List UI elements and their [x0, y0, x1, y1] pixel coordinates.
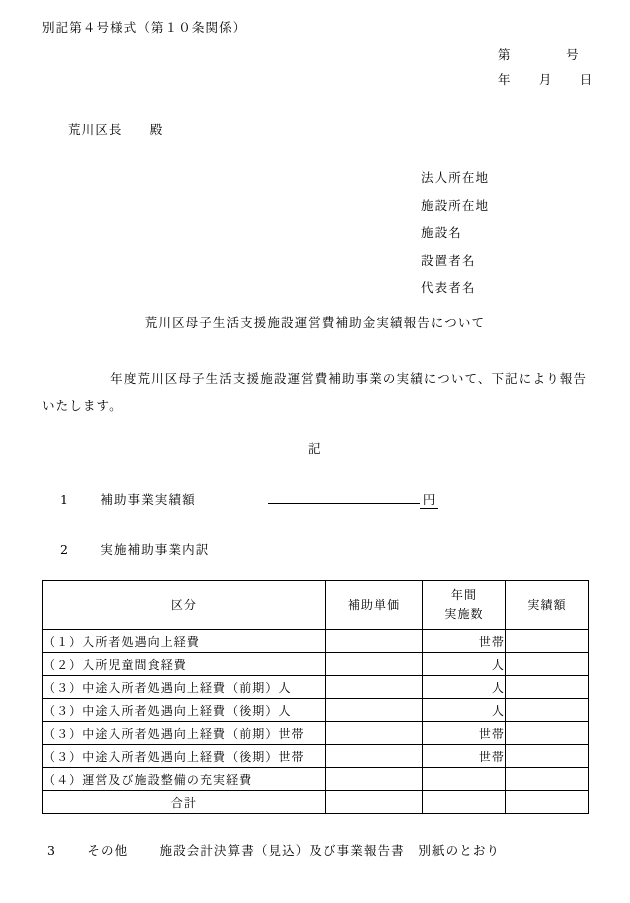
row-3-annual-count[interactable]: 人 — [423, 676, 506, 699]
row-7-category: （４）運営及び施設整備の充実経費 — [43, 768, 326, 791]
table-row — [43, 722, 589, 745]
row-total-label: 合計 — [43, 791, 326, 814]
item-3-number: 3 — [47, 843, 57, 858]
row-1-annual-count[interactable]: 世帯 — [423, 630, 506, 653]
header-annual-count-line1: 年間 — [450, 588, 478, 602]
row-7-result-amount[interactable] — [506, 768, 589, 791]
applicant-block — [421, 168, 489, 306]
item-3 — [47, 841, 500, 859]
body-paragraph: 年度荒川区母子生活支援施設運営費補助事業の実績について、下記により報告いたします。 — [42, 371, 587, 413]
item-1 — [60, 490, 438, 509]
row-1-unit-price[interactable] — [326, 630, 423, 653]
row-6-unit-price[interactable] — [326, 745, 423, 768]
row-3-unit-price[interactable] — [326, 676, 423, 699]
item-1-label — [73, 492, 100, 507]
breakdown-table — [42, 580, 589, 814]
row-4-annual-count[interactable]: 人 — [423, 699, 506, 722]
item-3-label: その他 — [87, 843, 129, 858]
applicant-facility-address: 施設所在地 — [421, 197, 490, 213]
applicant-founder-name: 設置者名 — [421, 252, 476, 268]
row-1-result-amount[interactable] — [506, 630, 589, 653]
document-number: 第 号 — [498, 47, 580, 62]
item-2-label: 実施補助事業内訳 — [100, 542, 210, 557]
table-row — [43, 699, 589, 722]
row-5-annual-count[interactable]: 世帯 — [423, 722, 506, 745]
row-total-result-amount[interactable] — [506, 791, 589, 814]
table-header-row — [43, 581, 589, 630]
row-3-result-amount[interactable] — [506, 676, 589, 699]
row-5-unit-price[interactable] — [326, 722, 423, 745]
table-total-row — [43, 791, 589, 814]
row-2-unit-price[interactable] — [326, 653, 423, 676]
header-annual-count-line2: 実施数 — [444, 607, 484, 621]
row-2-result-amount[interactable] — [506, 653, 589, 676]
item-2 — [60, 540, 209, 558]
form-code: 別記第４号様式（第１０条関係） — [42, 20, 247, 35]
row-2-category: （２）入所児童間食経費 — [43, 653, 326, 676]
row-6-annual-count[interactable]: 世帯 — [423, 745, 506, 768]
header-unit-price: 補助単価 — [326, 581, 423, 630]
row-3-category: （３）中途入所者処遇向上経費（前期）人 — [43, 676, 326, 699]
applicant-representative-name: 代表者名 — [421, 280, 476, 295]
header-kubun: 区分 — [43, 581, 326, 630]
item-1-number: 1 — [60, 492, 70, 507]
ki-mark: 記 — [308, 441, 322, 456]
item-3-detail: 施設会計決算書（見込）及び事業報告書 別紙のとおり — [159, 843, 501, 858]
row-total-annual-count[interactable] — [423, 791, 506, 814]
row-6-result-amount[interactable] — [506, 745, 589, 768]
document-date: 年 月 日 — [498, 72, 594, 87]
row-6-category: （３）中途入所者処遇向上経費（後期）世帯 — [43, 745, 326, 768]
row-5-category: （３）中途入所者処遇向上経費（前期）世帯 — [43, 722, 326, 745]
applicant-facility-name: 施設名 — [421, 225, 462, 240]
document-title: 荒川区母子生活支援施設運営費補助金実績報告について — [144, 315, 486, 330]
table-row — [43, 630, 589, 653]
applicant-corporate-address: 法人所在地 — [421, 170, 490, 185]
addressee: 荒川区長 殿 — [68, 122, 164, 137]
item-1-label-text: 補助事業実績額 — [100, 492, 196, 507]
row-total-unit-price[interactable] — [326, 791, 423, 814]
row-7-annual-count[interactable] — [423, 768, 506, 791]
table-row — [43, 768, 589, 791]
item-1-amount-unit: 円 — [420, 490, 439, 509]
row-4-result-amount[interactable] — [506, 699, 589, 722]
row-4-unit-price[interactable] — [326, 699, 423, 722]
row-1-category: （１）入所者処遇向上経費 — [43, 630, 326, 653]
header-annual-count — [423, 581, 506, 630]
table-row — [43, 676, 589, 699]
row-2-annual-count[interactable]: 人 — [423, 653, 506, 676]
item-2-number: 2 — [60, 542, 70, 557]
table-row — [43, 745, 589, 768]
table-row — [43, 653, 589, 676]
row-5-result-amount[interactable] — [506, 722, 589, 745]
header-result-amount: 実績額 — [506, 581, 589, 630]
item-1-amount-field[interactable] — [268, 503, 420, 504]
row-4-category: （３）中途入所者処遇向上経費（後期）人 — [43, 699, 326, 722]
row-7-unit-price[interactable] — [326, 768, 423, 791]
